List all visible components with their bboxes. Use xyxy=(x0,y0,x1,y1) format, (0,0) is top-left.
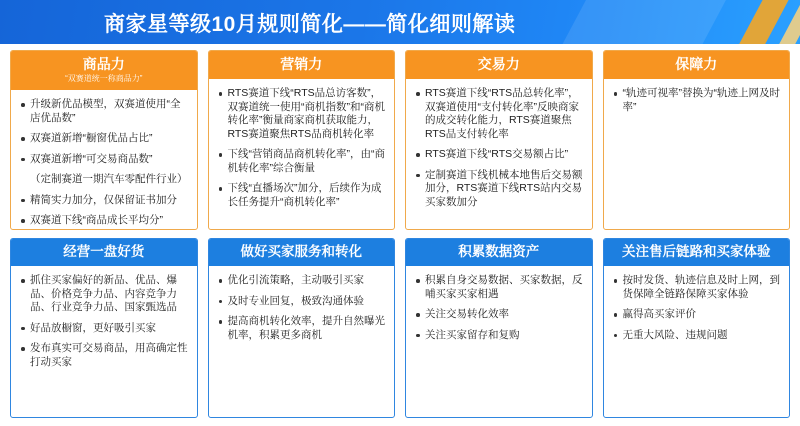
card-body xyxy=(406,266,592,417)
list-item: RTS赛道下线“RTS品总转化率”，双赛道使用“支付转化率”反映商家的成交转化能力，RTS赛道聚焦RTS品支付转化率 xyxy=(414,87,584,141)
bullet-list xyxy=(217,274,387,342)
card-header xyxy=(11,51,197,90)
card-header xyxy=(406,239,592,266)
list-item: RTS赛道下线“RTS品总访客数”，双赛道统一使用“商机指数”和“商机转化率”衡量商家商机获取能力，RTS赛道聚焦RTS品商机转化率 xyxy=(217,87,387,141)
header-decoration-white-icon xyxy=(538,0,742,44)
slide-header xyxy=(0,0,800,44)
list-item: 赢得高买家评价 xyxy=(612,308,782,322)
card-body xyxy=(406,79,592,229)
card-body xyxy=(11,90,197,230)
card-buyer-service-conversion[interactable] xyxy=(208,238,396,418)
card-operate-good-goods[interactable] xyxy=(10,238,198,418)
list-item: “轨迹可视率”替换为“轨迹上网及时率” xyxy=(612,87,782,114)
card-title: 交易力 xyxy=(477,56,520,72)
card-header xyxy=(209,239,395,266)
list-item: 双赛道新增“可交易商品数” xyxy=(19,153,189,167)
list-item: 定制赛道下线机械本地售后交易额加分，RTS赛道下线RTS站内交易买家数加分 xyxy=(414,169,584,210)
page-title: 商家星等级10月规则简化——简化细则解读 xyxy=(104,13,516,36)
list-item: 升级新优品模型，双赛道使用“全店优品数” xyxy=(19,98,189,125)
card-subtitle: “双赛道统一称商品力” xyxy=(65,74,143,83)
list-item: 按时发货、轨迹信息及时上网，到货保障全链路保障买家体验 xyxy=(612,274,782,301)
card-header xyxy=(406,51,592,79)
bullet-list xyxy=(414,274,584,342)
card-header xyxy=(604,239,790,266)
card-header xyxy=(209,51,395,79)
list-item: 提高商机转化效率，提升自然曝光机率，积累更多商机 xyxy=(217,315,387,342)
card-body xyxy=(604,266,790,417)
list-item: 双赛道新增“橱窗优品占比” xyxy=(19,132,189,146)
card-body xyxy=(11,266,197,417)
card-title: 经营一盘好货 xyxy=(63,244,145,259)
card-title: 积累数据资产 xyxy=(458,244,540,259)
list-item: 关注买家留存和复购 xyxy=(414,329,584,343)
card-title: 营销力 xyxy=(280,56,323,72)
card-after-sales-experience[interactable] xyxy=(603,238,791,418)
bullet-list xyxy=(217,87,387,209)
bullet-list xyxy=(612,87,782,114)
card-header xyxy=(604,51,790,79)
list-item: 双赛道下线“商品成长平均分” xyxy=(19,214,189,228)
card-title: 商品力 xyxy=(82,56,125,72)
list-item: 积累自身交易数据、买家数据，反哺买家买家相遇 xyxy=(414,274,584,301)
card-body xyxy=(209,266,395,417)
card-commodity-power[interactable] xyxy=(10,50,198,230)
list-item: 及时专业回复，极致沟通体验 xyxy=(217,295,387,309)
card-body xyxy=(209,79,395,229)
cards-row-top xyxy=(10,50,790,230)
list-item: 下线“营销商品商机转化率”，由“商机转化率”综合衡量 xyxy=(217,148,387,175)
bullet-list xyxy=(612,274,782,342)
cards-board xyxy=(0,44,800,426)
list-item: 无重大风险、违规问题 xyxy=(612,329,782,343)
list-item: 优化引流策略，主动吸引买家 xyxy=(217,274,387,288)
card-header xyxy=(11,239,197,266)
card-title: 关注售后链路和买家体验 xyxy=(622,244,771,259)
card-data-assets[interactable] xyxy=(405,238,593,418)
bullet-list xyxy=(414,87,584,209)
list-item: 关注交易转化效率 xyxy=(414,308,584,322)
list-item: RTS赛道下线“RTS交易额占比” xyxy=(414,148,584,162)
bullet-list xyxy=(19,274,189,369)
list-item: 好品放橱窗，更好吸引买家 xyxy=(19,322,189,336)
card-marketing-power[interactable] xyxy=(208,50,396,230)
card-body xyxy=(604,79,790,229)
bullet-list xyxy=(19,98,189,228)
list-item: 抓住买家偏好的新品、优品、爆品、价格竞争力品、内容竞争力品、行业竞争力品、国家甄选品 xyxy=(19,274,189,315)
card-transaction-power[interactable] xyxy=(405,50,593,230)
list-item: 发布真实可交易商品，用高确定性打动买家 xyxy=(19,342,189,369)
card-guarantee-power[interactable] xyxy=(603,50,791,230)
list-item: 精简实力加分，仅保留证书加分 xyxy=(19,194,189,208)
list-item: 下线“直播场次”加分，后续作为成长任务提升“商机转化率” xyxy=(217,182,387,209)
cards-row-bottom xyxy=(10,238,790,418)
card-title: 做好买家服务和转化 xyxy=(240,244,362,259)
card-title: 保障力 xyxy=(675,56,718,72)
list-item-note: （定制赛道一期汽车零配件行业） xyxy=(30,173,188,185)
